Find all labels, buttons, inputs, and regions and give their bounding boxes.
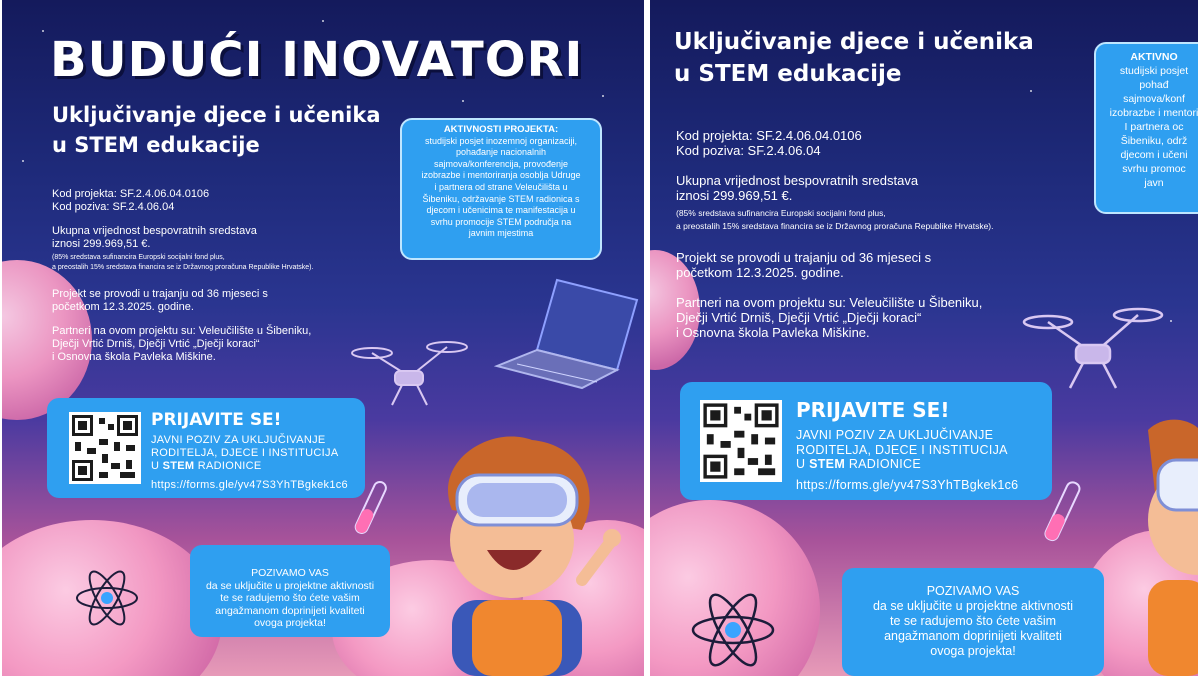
pozivamo-line: POZIVAMO VAS: [926, 584, 1020, 598]
qr-code-pattern: [700, 400, 782, 482]
prijavite-line1: JAVNI POZIV ZA UKLJUČIVANJE: [151, 434, 326, 446]
star: [322, 20, 324, 22]
activities-line: svrhu promocije STEM područja na: [430, 216, 572, 227]
prijavite-line3: [151, 460, 348, 473]
prijavite-text-part: RADIONICE: [194, 460, 262, 472]
financing-line1: (85% sredstava sufinancira Europski socijalni fond plus,: [52, 254, 225, 261]
pozivamo-line: angažmanom doprinijeti kvaliteti: [884, 629, 1062, 643]
subtitle-line1: Uključivanje djece i učenika: [674, 29, 1034, 55]
duration-line1: Projekt se provodi u trajanju od 36 mjeseci s: [676, 250, 932, 265]
activities-line: svrhu promoc: [1122, 163, 1186, 175]
duration-line2: početkom 12.3.2025. godine.: [676, 265, 844, 280]
prijavite-bubble: [680, 382, 1052, 500]
activities-line: sajmova/konferencija, provođenje: [433, 158, 569, 169]
star: [1030, 90, 1032, 92]
partners-line3: i Osnovna škola Pavleka Miškine.: [52, 351, 216, 363]
financing-line2: a preostalih 15% sredstava financira se iz Državnog proračuna Republike Hrvatske).: [676, 221, 994, 231]
prijavite-link[interactable]: https://forms.gle/yv47S3YhTBgkek1c6: [151, 479, 348, 491]
subtitle-text: u: [674, 61, 699, 87]
subtitle: [52, 100, 380, 160]
pozivamo-line: te se radujemo što ćete vašim: [889, 614, 1057, 628]
test-tube-icon: [1038, 475, 1088, 555]
value-line2: iznosi 299.969,51 €.: [52, 238, 151, 250]
pozivamo-bubble: [190, 545, 390, 637]
value-line1: Ukupna vrijednost bespovratnih sredstava: [676, 173, 919, 188]
partners-line3: i Osnovna škola Pavleka Miškine.: [676, 325, 870, 340]
activities-line: djecom i učeni: [1120, 149, 1188, 161]
prijavite-text-part: U: [796, 457, 810, 471]
value-line2: iznosi 299.969,51 €.: [676, 188, 793, 203]
poster-left: [2, 0, 644, 676]
kod-projekta: Kod projekta: SF.2.4.06.04.0106: [676, 128, 862, 143]
duration-line1: Projekt se provodi u trajanju od 36 mjeseci s: [52, 288, 268, 300]
prijavite-line2: RODITELJA, DJECE I INSTITUCIJA: [151, 447, 339, 459]
prijavite-line3: [796, 457, 1018, 472]
activities-line: pohađanje nacionalnih: [455, 147, 547, 158]
subtitle-line2: [674, 58, 1034, 90]
project-duration: [52, 288, 268, 314]
pozivamo-line: te se radujemo što ćete vašim: [220, 592, 360, 604]
activities-title: AKTIVNOSTI PROJEKTA:: [443, 124, 559, 135]
subtitle: [674, 26, 1034, 90]
star: [462, 100, 464, 102]
partners-line2: Dječji Vrtić Drniš, Dječji Vrtić „Dječji koraci“: [676, 310, 922, 325]
partners-line1: Partneri na ovom projektu su: Veleučilište u Šibeniku,: [52, 325, 312, 337]
atom-icon: [688, 585, 778, 675]
prijavite-title: PRIJAVITE SE!: [796, 398, 950, 422]
test-tube-icon: [347, 475, 397, 545]
project-duration: [676, 250, 931, 280]
partners-line2: Dječji Vrtić Drniš, Dječji Vrtić „Dječji koraci“: [52, 338, 260, 350]
prijavite-title: PRIJAVITE SE!: [151, 410, 282, 430]
qr-code-icon[interactable]: [700, 400, 782, 482]
pozivamo-line: da se uključite u projektne aktivnosti: [205, 579, 375, 592]
activities-line: javn: [1144, 177, 1164, 189]
prijavite-text: [151, 434, 348, 492]
project-partners: [52, 325, 311, 364]
kod-poziva: Kod poziva: SF.2.4.06.04: [676, 143, 821, 158]
vr-boy-illustration: [1128, 410, 1198, 676]
duration-line2: početkom 12.3.2025. godine.: [52, 301, 194, 313]
drone-illustration: [347, 335, 472, 415]
poster-title: BUDUĆI INOVATORI: [50, 32, 584, 88]
subtitle-text: u: [52, 133, 75, 157]
qr-code-pattern: [69, 412, 141, 484]
project-partners: [676, 295, 982, 340]
subtitle-line1: Uključivanje djece i učenika: [52, 103, 381, 127]
value-line1: Ukupna vrijednost bespovratnih sredstava: [52, 225, 257, 237]
project-value: [676, 173, 918, 203]
prijavite-bubble: [47, 398, 365, 498]
prijavite-line2: RODITELJA, DJECE I INSTITUCIJA: [796, 442, 1008, 457]
project-codes: [52, 188, 209, 214]
vr-boy-illustration: [412, 420, 627, 676]
subtitle-stem: STEM: [698, 61, 770, 87]
laptop-illustration: [487, 270, 644, 395]
atom-icon: [74, 565, 140, 631]
activities-line: studijski posjet: [1119, 65, 1189, 77]
subtitle-stem: STEM: [74, 133, 139, 157]
activities-title: AKTIVNO: [1130, 51, 1178, 63]
financing-note: [52, 253, 313, 273]
prijavite-stem: STEM: [809, 457, 846, 471]
pozivamo-bubble: [842, 568, 1104, 676]
activities-line: izobrazbe i mentoriranja osoblja Udruge: [421, 170, 581, 181]
prijavite-link[interactable]: https://forms.gle/yv47S3YhTBgkek1c6: [796, 477, 1019, 492]
pozivamo-line: ovoga projekta!: [930, 644, 1016, 658]
subtitle-line2: [52, 130, 380, 160]
financing-line2: a preostalih 15% sredstava financira se iz Državnog proračuna Republike Hrvatske).: [52, 264, 314, 271]
partners-line1: Partneri na ovom projektu su: Veleučilište u Šibeniku,: [676, 295, 983, 310]
kod-poziva: Kod poziva: SF.2.4.06.04: [52, 201, 175, 213]
prijavite-text-part: U: [151, 460, 163, 472]
activities-line: javnim mjestima: [468, 228, 534, 239]
kod-projekta: Kod projekta: SF.2.4.06.04.0106: [52, 188, 210, 200]
star: [602, 95, 604, 97]
activities-line: studijski posjet inozemnoj organizaciji,: [424, 135, 578, 146]
activities-line: I partnera oc: [1124, 121, 1184, 133]
activities-line: sajmova/konf: [1123, 93, 1185, 105]
subtitle-text: edukacije: [138, 133, 260, 157]
activities-line: pohađ: [1139, 79, 1169, 91]
star: [22, 160, 24, 162]
activities-line: i partnera od strane Veleučilišta u: [434, 181, 568, 192]
activities-line: izobrazbe i mentori: [1109, 107, 1198, 119]
pozivamo-line: ovoga projekta!: [254, 617, 326, 629]
pozivamo-line: angažmanom doprinijeti kvaliteti: [215, 604, 365, 617]
prijavite-line1: JAVNI POZIV ZA UKLJUČIVANJE: [796, 428, 994, 442]
star: [1170, 320, 1172, 322]
pozivamo-line: da se uključite u projektne aktivnosti: [872, 599, 1074, 613]
star: [42, 30, 44, 32]
activities-line: djecom i učenicima te manifestacija u: [426, 205, 576, 216]
prijavite-text-part: RADIONICE: [845, 457, 921, 471]
activities-line: Šibeniku, održavanje STEM radionica s: [422, 193, 580, 204]
subtitle-text: edukacije: [769, 61, 902, 87]
financing-line1: (85% sredstava sufinancira Europski socijalni fond plus,: [676, 208, 886, 218]
qr-code-icon[interactable]: [69, 412, 141, 484]
project-codes: [676, 128, 862, 158]
financing-note: [676, 207, 994, 233]
prijavite-text: [796, 428, 1018, 492]
pozivamo-line: POZIVAMO VAS: [251, 567, 329, 579]
activities-bubble: [1094, 42, 1198, 214]
prijavite-stem: STEM: [162, 460, 195, 472]
activities-line: Šibeniku, održ: [1120, 135, 1188, 147]
poster-right: [650, 0, 1198, 676]
activities-bubble: [400, 118, 602, 260]
project-value: [52, 225, 257, 251]
